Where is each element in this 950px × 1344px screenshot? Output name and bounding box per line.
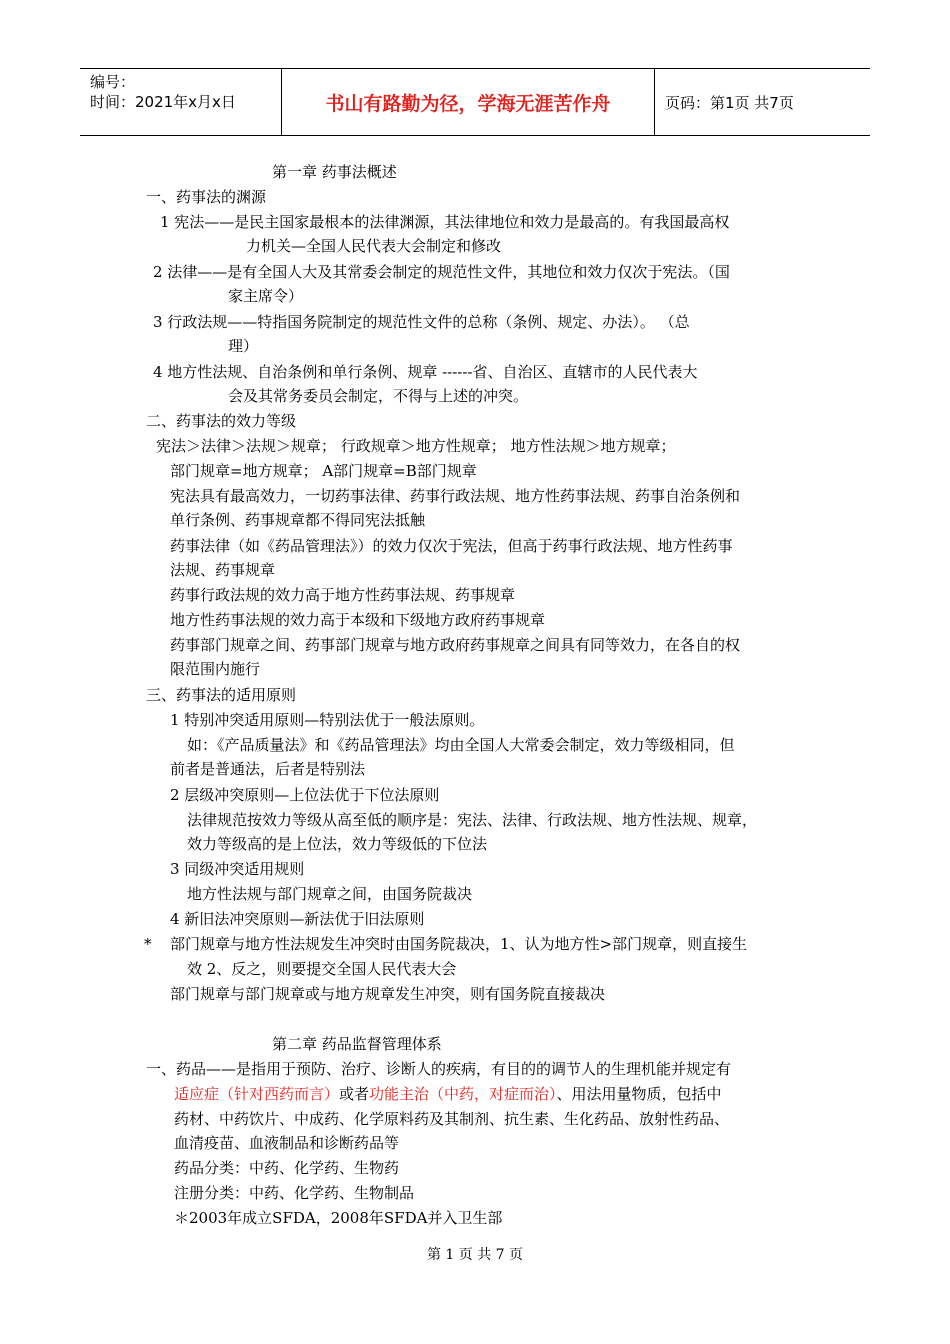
header-motto: 书山有路勤为径，学海无涯苦作舟	[282, 69, 655, 135]
paragraph-line: 3 同级冲突适用规则	[170, 860, 305, 878]
paragraph-line: 药事法律（如《药品管理法》）的效力仅次于宪法，但高于药事行政法规、地方性药事	[170, 537, 733, 555]
paragraph-line: 药品分类：中药、化学药、生物药	[174, 1159, 400, 1177]
paragraph-line: ＊2003年成立SFDA，2008年SFDA并入卫生部	[174, 1209, 503, 1227]
page-header	[80, 68, 870, 136]
paragraph-line: 血清疫苗、血液制品和诊断药品等	[174, 1134, 400, 1152]
time-label: 时间：2021年x月x日	[90, 93, 236, 111]
paragraph-line: 4 地方性法规、自治条例和单行条例、规章 ------省、自治区、直辖市的人民代表大	[153, 363, 698, 381]
paragraph-line: 效力等级高的是上位法，效力等级低的下位法	[187, 835, 488, 853]
page-footer: 第 1 页 共 7 页	[426, 1247, 524, 1263]
section-heading: 二、药事法的效力等级	[146, 412, 297, 430]
paragraph-line: 单行条例、药事规章都不得同宪法抵触	[170, 511, 426, 529]
paragraph-line: 地方性法规与部门规章之间，由国务院裁决	[187, 885, 473, 903]
paragraph-line: 效 2、反之，则要提交全国人民代表大会	[187, 960, 457, 978]
paragraph-line: 宪法＞法律＞法规＞规章； 行政规章＞地方性规章； 地方性法规＞地方规章；	[156, 437, 676, 455]
paragraph-line: 3 行政法规——特指国务院制定的规范性文件的总称（条例、规定、办法）。 （总	[153, 313, 690, 331]
paragraph-line: 注册分类：中药、化学药、生物制品	[174, 1184, 415, 1202]
header-page-label: 页码：第1页 共7页	[665, 93, 794, 112]
paragraph-line: 会及其常务委员会制定，不得与上述的冲突。	[228, 387, 529, 405]
paragraph-line: 前者是普通法，后者是特别法	[170, 760, 366, 778]
paragraph-line: 限范围内施行	[170, 660, 261, 678]
paragraph-line: 法律规范按效力等级从高至低的顺序是：宪法、法律、行政法规、地方性法规、规章，	[187, 811, 758, 829]
paragraph-line: 地方性药事法规的效力高于本级和下级地方政府药事规章	[170, 611, 546, 629]
inline-text: 、用法用量物质，包括中	[556, 1085, 722, 1103]
note-marker: *	[144, 935, 152, 953]
paragraph-line: 部门规章=地方规章； A部门规章=B部门规章	[170, 462, 477, 480]
paragraph-line: 部门规章与地方性法规发生冲突时由国务院裁决，1、认为地方性>部门规章，则直接生	[170, 935, 748, 953]
paragraph-line: 法规、药事规章	[170, 561, 276, 579]
paragraph-line: 药材、中药饮片、中成药、化学原料药及其制剂、抗生素、生化药品、放射性药品、	[174, 1110, 730, 1128]
code-label: 编号：	[90, 73, 136, 91]
paragraph-line: 如：《产品质量法》和《药品管理法》均由全国人大常委会制定，效力等级相同，但	[187, 736, 735, 754]
paragraph-line: 理）	[228, 337, 259, 355]
highlighted-term: 功能主治（中药，对症而治）	[369, 1085, 557, 1103]
paragraph-line: 药事行政法规的效力高于地方性药事法规、药事规章	[170, 586, 516, 604]
paragraph-line: 2 法律——是有全国人大及其常委会制定的规范性文件，其地位和效力仅次于宪法。（国	[153, 263, 730, 281]
highlighted-term: 适应症（针对西药而言）	[174, 1085, 340, 1103]
paragraph-line: 4 新旧法冲突原则—新法优于旧法原则	[170, 910, 425, 928]
inline-text: 或者	[339, 1085, 370, 1103]
paragraph-line: 2 层级冲突原则—上位法优于下位法原则	[170, 786, 440, 804]
paragraph-line	[174, 1084, 722, 1104]
paragraph-line: 部门规章与部门规章或与地方规章发生冲突，则有国务院直接裁决	[170, 985, 606, 1003]
chapter-title: 第二章 药品监督管理体系	[272, 1035, 442, 1053]
section-heading: 一、药事法的渊源	[146, 188, 267, 206]
paragraph-line: 家主席令）	[228, 287, 304, 305]
paragraph-line: 一、药品——是指用于预防、治疗、诊断人的疾病，有目的的调节人的生理机能并规定有	[146, 1060, 732, 1078]
section-heading: 三、药事法的适用原则	[146, 686, 297, 704]
chapter-title: 第一章 药事法概述	[272, 163, 397, 181]
paragraph-line: 力机关—全国人民代表大会制定和修改	[246, 237, 502, 255]
header-meta	[80, 69, 282, 135]
paragraph-line: 1 宪法——是民主国家最根本的法律渊源，其法律地位和效力是最高的。有我国最高权	[160, 213, 730, 231]
paragraph-line: 1 特别冲突适用原则—特别法优于一般法原则。	[170, 711, 485, 729]
paragraph-line: 宪法具有最高效力，一切药事法律、药事行政法规、地方性药事法规、药事自治条例和	[170, 487, 741, 505]
paragraph-line: 药事部门规章之间、药事部门规章与地方政府药事规章之间具有同等效力，在各自的权	[170, 636, 741, 654]
